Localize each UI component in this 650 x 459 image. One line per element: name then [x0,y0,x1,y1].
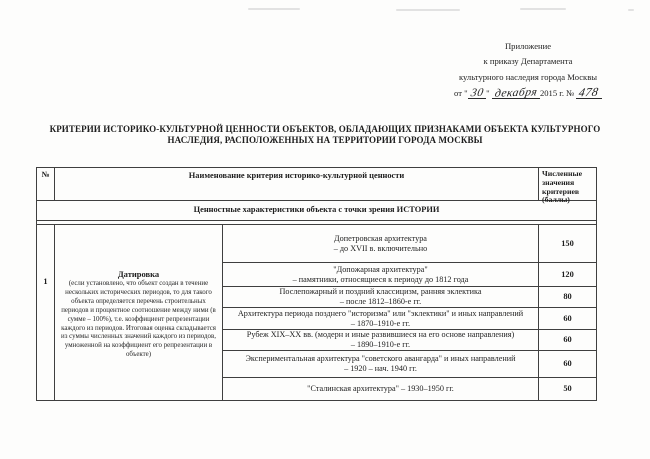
period-line-2: – после 1812–1860-е гг. [339,297,422,306]
table-row [223,351,596,378]
approval-line: культурного наследия города Москвы [458,71,598,82]
period-line-1: "Допожарная архитектура" [333,264,428,274]
period-description [223,287,539,307]
scan-artifact [520,8,566,10]
period-line-2: – 1870–1910-е гг. [350,318,411,328]
table-row [223,378,596,400]
period-line-2: – 1890–1910-е гг. [350,340,411,349]
criterion-note: (если установлено, что объект создан в течение нескольких исторических периодов, то для такого объекта определяется перечень строительных периодов и процентное соотношение между ними (в сумме – 100%), т.е. коэффициент репрезентации каждого из периодов. Итоговая оценка складывается из суммы численных значений каждого из периодов, умноженной на коэффициент его репрезентации в объекте) [61,280,216,359]
period-description [223,330,539,350]
period-score: 150 [561,238,574,248]
handwritten-month-underline [492,88,540,99]
handwritten-month: декабря [493,86,539,100]
header-name-column: Наименование критерия историко-культурной ценности [55,168,539,200]
period-description [223,378,539,400]
table-row [223,330,596,351]
handwritten-day-underline [468,88,487,99]
approval-line: к приказу Департамента [483,56,573,67]
period-line-1: Допетровская архитектура [334,233,427,243]
period-score: 60 [563,313,572,323]
table-header-row [37,168,596,205]
period-description [223,308,539,329]
period-line-1: Послепожарный и поздний классицизм, ранняя эклектика [279,287,482,296]
period-description [223,263,539,286]
scan-artifact [628,9,634,11]
period-line-1: "Сталинская архитектура" – 1930–1950 гг. [307,384,454,393]
approval-line: Приложение [504,41,552,51]
approval-block [428,39,628,102]
page-title-line-1: КРИТЕРИИ ИСТОРИКО-КУЛЬТУРНОЙ ЦЕННОСТИ ОБЪЕКТОВ, ОБЛАДАЮЩИХ ПРИЗНАКАМИ ОБЪЕКТА КУЛЬТУРНОГО [49,124,601,134]
scan-artifact [396,9,460,11]
period-description [223,225,539,262]
period-line-2: – до XVII в. включительно [333,243,428,253]
handwritten-day: 30 [469,87,485,100]
table-row [223,287,596,308]
header-values-column: Численные значения критериев (баллы) [542,169,583,205]
date-year: 2015 г. № [539,88,575,99]
table-row [223,263,596,287]
period-description [223,351,539,377]
period-line-1: Архитектура периода позднего "историзма" или "эклектики" и иных направлений [237,308,524,318]
period-line-1: Рубеж XIX–XX вв. (модерн и иные развившиеся на его основе направления) [246,330,515,339]
period-score: 80 [563,292,572,301]
period-line-2: – памятники, относящиеся к периоду до 1812 года [292,274,469,284]
row-number-cell: 1 [37,225,55,400]
period-score: 60 [563,335,572,344]
date-quote: " [486,88,490,99]
scan-artifact [248,8,300,10]
table-row [223,225,596,263]
criterion-cell [55,225,223,400]
page-title [42,124,608,146]
period-score: 50 [563,384,572,393]
table-row [223,308,596,330]
table-row-dating [37,224,596,400]
date-prefix: от " [454,88,468,99]
period-line-2: – 1920 – нач. 1940 гг. [344,364,417,373]
header-number-column: № [37,168,55,200]
handwritten-number-underline [576,84,602,100]
approval-date-line [428,86,628,101]
criteria-table [36,167,597,401]
page-title-line-2: НАСЛЕДИЯ, РАСПОЛОЖЕННЫХ НА ТЕРРИТОРИИ ГОРОДА МОСКВЫ [167,134,483,145]
period-score: 60 [563,359,572,368]
section-header-history: Ценностные характеристики объекта с точки зрения ИСТОРИИ [37,201,596,221]
handwritten-number: 478 [578,84,601,100]
periods-list [223,225,596,400]
criterion-title: Датировка [117,269,160,279]
period-score: 120 [561,269,574,279]
period-line-1: Экспериментальная архитектура "советского авангарда" и иных направлений [245,354,516,363]
